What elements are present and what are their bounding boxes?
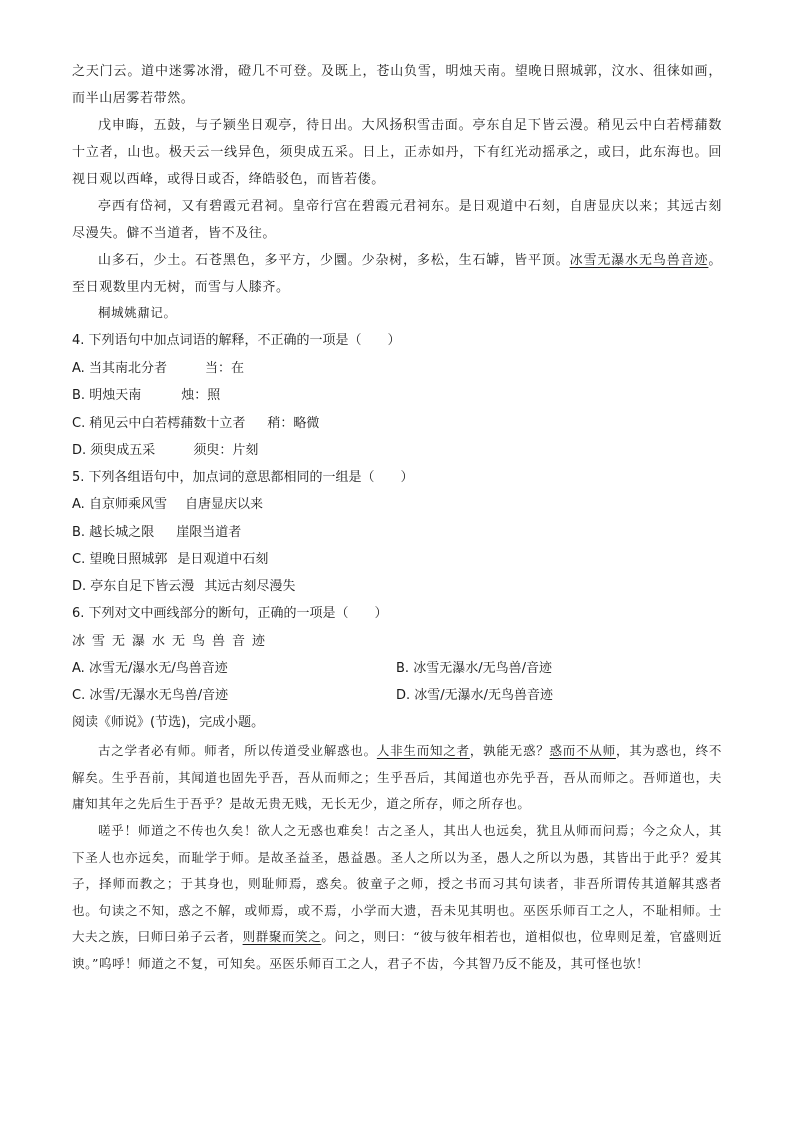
underlined-phrase-3: 则群聚而笑之 [242, 929, 322, 944]
question-6-stem: 6. 下列对文中画线部分的断句，正确的一项是（ ） [72, 606, 388, 621]
passage2-paragraph-1: 古之学者必有师。师者，所以传道受业解惑也。人非生而知之者，孰能无惑？惑而不从师，其为惑也，终不解矣。生乎吾前，其闻道也固先乎吾，吾从而师之；生乎吾后，其闻道也亦先乎吾，吾从而师之。吾师道也，夫庸知其年之先后生于吾乎？是故无贵无贱，无长无少，道之所存，师之所存也。 [72, 743, 722, 811]
question-4-stem: 4. 下列语句中加点词语的解释，不正确的一项是（ ） [72, 333, 401, 348]
passage1-paragraph-2: 戊申晦，五鼓，与子颍坐日观亭，待日出。大风扬积雪击面。亭东自足下皆云漫。稍见云中白若樗蒱数十立者，山也。极天云一线异色，须臾成五采。日上，正赤如丹，下有红光动摇承之，或曰，此东海也。回视日观以西峰，或得日或否，绛皓驳色，而皆若偻。 [72, 118, 722, 187]
question-5-option-a: A. 自京师乘风雪 自唐显庆以来 [72, 497, 263, 512]
underlined-phrase-2: 惑而不从师 [549, 743, 616, 758]
underlined-phrase-1: 人非生而知之者 [376, 743, 470, 758]
question-4-option-c: C. 稍见云中白若樗蒱数十立者 稍：略微 [72, 416, 320, 431]
question-6-option-d: D. 冰雪/无瀑水/无鸟兽音迹 [396, 688, 554, 703]
question-6-options-row-2 [72, 687, 722, 705]
question-6-option-c: C. 冰雪/无瀑水无鸟兽/音迹 [72, 688, 229, 703]
passage1-p4-text-after: 。至日观数里内无树，而雪与人膝齐。 [72, 253, 722, 295]
question-5-option-d: D. 亭东自足下皆云漫 其远古刻尽漫失 [72, 579, 296, 594]
question-4-option-b: B. 明烛天南 烛：照 [72, 388, 221, 403]
question-6-option-b: B. 冰雪无瀑水/无鸟兽/音迹 [396, 661, 552, 676]
question-4-option-d: D. 须臾成五采 须臾：片刻 [72, 443, 259, 458]
question-6-option-a: A. 冰雪无/瀑水无/鸟兽音迹 [72, 661, 228, 676]
passage1-paragraph-1-end: 之天门云。道中迷雾冰滑，磴几不可登。及既上，苍山负雪，明烛天南。望晚日照城郭，汶水、徂徕如画，而半山居雾若带然。 [72, 64, 722, 106]
passage1-signature: 桐城姚鼐记。 [98, 305, 177, 320]
question-5-stem: 5. 下列各组语句中，加点词的意思都相同的一组是（ ） [72, 470, 414, 485]
underlined-sentence: 冰雪无瀑水无鸟兽音迹 [569, 253, 709, 268]
question-4-option-a: A. 当其南北分者 当：在 [72, 361, 244, 376]
question-5-option-b: B. 越长城之限 崖限当道者 [72, 525, 242, 540]
passage2-paragraph-2: 嗟乎！师道之不传也久矣！欲人之无惑也难矣！古之圣人，其出人也远矣，犹且从师而问焉；今之众人，其下圣人也亦远矣，而耻学于师。是故圣益圣，愚益愚。圣人之所以为圣，愚人之所以为愚，其皆出于此乎？爱其子，择师而教之；于其身也，则耻师焉，惑矣。彼童子之师，授之书而习其句读者，非吾所谓传其道解其惑者也。句读之不知，惑之不解，或师焉，或不焉，小学而大遗，吾未见其明也。巫医乐师百工之人，不耻相师。士大夫之族，曰师曰弟子云者，则群聚而笑之。问之，则曰：“彼与彼年相若也，道相似也，位卑则足羞，官盛则近谀。”呜呼！师道之不复，可知矣。巫医乐师百工之人，君子不齿，今其智乃反不能及，其可怪也欤！ [72, 823, 722, 971]
reading-2-intro: 阅读《师说》(节选)，完成小题。 [72, 715, 265, 730]
passage1-paragraph-4 [72, 247, 722, 301]
question-5-option-c: C. 望晚日照城郭 是日观道中石刻 [72, 552, 269, 567]
passage1-paragraph-3: 亭西有岱祠，又有碧霞元君祠。皇帝行宫在碧霞元君祠东。是日观道中石刻，自唐显庆以来；其远古刻尽漫失。僻不当道者，皆不及往。 [72, 199, 722, 241]
question-6-options-row-1 [72, 660, 722, 678]
passage1-p4-text: 山多石，少土。石苍黑色，多平方，少圜。少杂树，多松，生石罅，皆平顶。 [98, 253, 570, 268]
question-6-spaced-text: 冰雪无瀑水无鸟兽音迹 [72, 634, 273, 649]
